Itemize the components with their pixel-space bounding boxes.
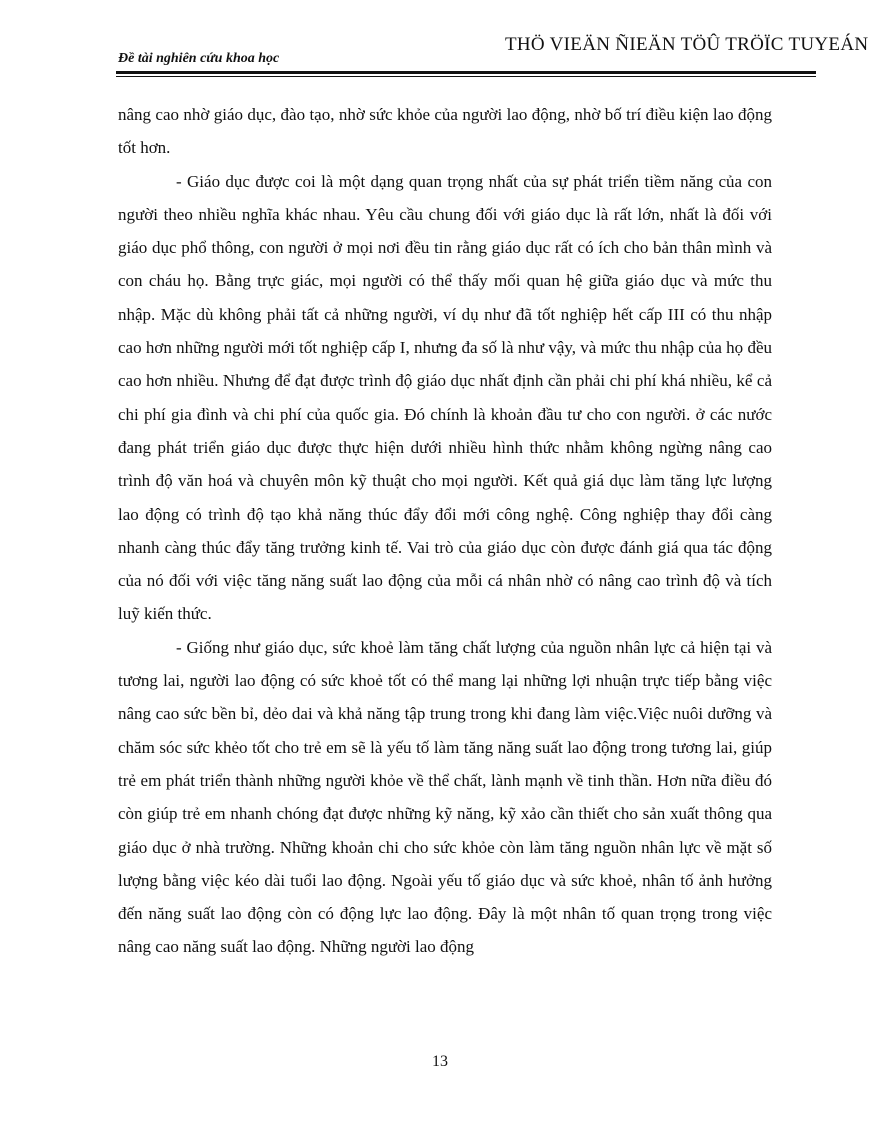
document-body	[118, 98, 772, 964]
paragraph-education: - Giáo dục được coi là một dạng quan trọng nhất của sự phát triển tiềm năng của con người theo nhiều nghĩa khác nhau. Yêu cầu chung đối với giáo dục là rất lớn, nhất là đối với giáo dục phổ thông, con người ở mọi nơi đều tin rằng giáo dục rất có ích cho bản thân mình và con cháu họ. Bằng trực giác, mọi người có thể thấy mối quan hệ giữa giáo dục và mức thu nhập. Mặc dù không phải tất cả những người, ví dụ như đã tốt nghiệp hết cấp III có thu nhập cao hơn những người mới tốt nghiệp cấp I, nhưng đa số là như vậy, và mức thu nhập của họ đều cao hơn nhiều. Nhưng để đạt được trình độ giáo dục nhất định cần phải chi phí khá nhiều, kể cả chi phí gia đình và chi phí của quốc gia. Đó chính là khoản đầu tư cho con người. ở các nước đang phát triển giáo dục được thực hiện dưới nhiều hình thức nhằm không ngừng nâng cao trình độ văn hoá và chuyên môn kỹ thuật cho mọi người. Kết quả giá dục làm tăng lực lượng lao động có trình độ tạo khả năng thúc đẩy đổi mới công nghệ. Công nghiệp thay đổi càng nhanh càng thúc đẩy tăng trưởng kinh tế. Vai trò của giáo dục còn được đánh giá qua tác động của nó đối với việc tăng năng suất lao động của mỗi cá nhân nhờ có nâng cao trình độ và tích luỹ kiến thức.	[118, 171, 772, 624]
document-topic-label: Đề tài nghiên cứu khoa học	[118, 51, 280, 66]
page-number: 13	[432, 1053, 448, 1070]
paragraph-health: - Giống như giáo dục, sức khoẻ làm tăng chất lượng của nguồn nhân lực cả hiện tại và tương lai, người lao động có sức khoẻ tốt có thể mang lại những lợi nhuận trực tiếp bằng việc nâng cao sức bền bỉ, dẻo dai và khả năng tập trung trong khi đang làm việc.Việc nuôi dưỡng và chăm sóc sức khẻo tốt cho trẻ em sẽ là yếu tố làm tăng năng suất lao động trong tương lai, giúp trẻ em phát triển thành những người khỏe về thể chất, lành mạnh về tinh thần. Hơn nữa điều đó còn giúp trẻ em nhanh chóng đạt được những kỹ năng, kỹ xảo cần thiết cho sản xuất thông qua giáo dục ở nhà trường. Những khoản chi cho sức khỏe còn làm tăng nguồn nhân lực về mặt số lượng bằng việc kéo dài tuổi lao động. Ngoài yếu tố giáo dục và sức khoẻ, nhân tố ảnh hưởng đến năng suất lao động còn có động lực lao động. Đây là một nhân tố quan trọng trong việc nâng cao năng suất lao động. Những người lao động	[118, 637, 772, 957]
header-divider-thin	[116, 76, 816, 77]
header-divider-thick	[116, 71, 816, 74]
library-banner-title: THÖ VIEÄN ÑIEÄN TÖÛ TRÖÏC TUYEÁN	[505, 34, 869, 55]
paragraph-continuation: nâng cao nhờ giáo dục, đào tạo, nhờ sức khỏe của người lao động, nhờ bố trí điều kiện lao động tốt hơn.	[118, 105, 772, 158]
page-header	[0, 0, 869, 80]
